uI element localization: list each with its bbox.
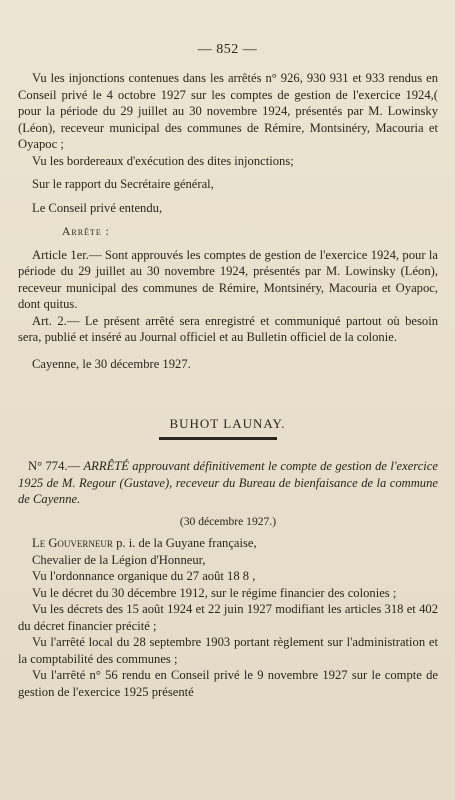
- decree-date-parenthetical: (30 décembre 1927.): [179, 514, 277, 528]
- decree-title: [18, 458, 438, 508]
- rapport-paragraph: Sur le rapport du Secrétaire général,: [32, 177, 214, 191]
- gouverneur-line: [18, 535, 438, 552]
- decree-continuation: [18, 70, 438, 372]
- gouverneur-rest: p. i. de la Guyane française,: [116, 536, 257, 550]
- conseil-paragraph: Le Conseil privé entendu,: [32, 200, 163, 215]
- decree-date: Cayenne, le 30 décembre 1927.: [32, 356, 191, 371]
- decree-title-text: ARRÊTÉ approuvant définitivement le compte de gestion de l'exercice 1925 de M. Regour (Gustave), receveur du Bureau de bienfaisance de la commune de Cayenne.: [18, 459, 438, 506]
- signature: BUHOT LAUNAY.: [169, 416, 286, 431]
- injunctions-paragraph: Vu les injonctions contenues dans les arrêtés n° 926, 930 931 et 933 rendus en Conseil privé le 4 octobre 1927 sur les comptes de gestion de l'exercice 1924,( pour la période du 29 juillet au 30 novembre 1924, présentés par M. Lowinsky (Léon), receveur municipal des communes de Rémire, Montsinéry, Macouria et Oyapoc ;: [18, 71, 438, 151]
- decree-774: [18, 458, 438, 700]
- decree-number: N° 774.—: [28, 459, 81, 473]
- arrete-heading: Arrête :: [62, 225, 110, 238]
- vu-arrete-local-1903: Vu l'arrêté local du 28 septembre 1903 portant règlement sur l'administration et la comptabilité des communes ;: [18, 635, 438, 666]
- separator-rule: [159, 437, 277, 440]
- vu-arrete-56: Vu l'arrêté n° 56 rendu en Conseil privé le 9 novembre 1927 sur le compte de gestion de l'exercice 1925 présenté: [18, 668, 438, 699]
- chevalier-line: Chevalier de la Légion d'Honneur,: [32, 552, 206, 567]
- gouverneur-label: Le Gouverneur: [32, 536, 113, 550]
- article-1: Article 1er.— Sont approuvés les comptes de gestion de l'exercice 1924, pour la période du 29 juillet au 30 novembre 1924, présentés par M. Lowinsky (Léon), receveur municipal des communes de Rémire, Montsinéry, Macouria et Oyapoc, dont quitus.: [18, 247, 438, 311]
- page-number: — 852 —: [197, 42, 258, 57]
- vu-decrets-1924-1927: Vu les décrets des 15 août 1924 et 22 juin 1927 modifiant les articles 318 et 402 du décret financier précité ;: [18, 602, 438, 633]
- bordereaux-paragraph: Vu les bordereaux d'exécution des dites injonctions;: [32, 153, 294, 168]
- vu-decret-1912: Vu le décret du 30 décembre 1912, sur le régime financier des colonies ;: [32, 585, 397, 600]
- vu-ordonnance: Vu l'ordonnance organique du 27 août 18 8 ,: [32, 569, 256, 583]
- article-2: Art. 2.— Le présent arrêté sera enregistré et communiqué partout où besoin sera, publié et inséré au Journal officiel et au Bulletin officiel de la colonie.: [18, 313, 438, 344]
